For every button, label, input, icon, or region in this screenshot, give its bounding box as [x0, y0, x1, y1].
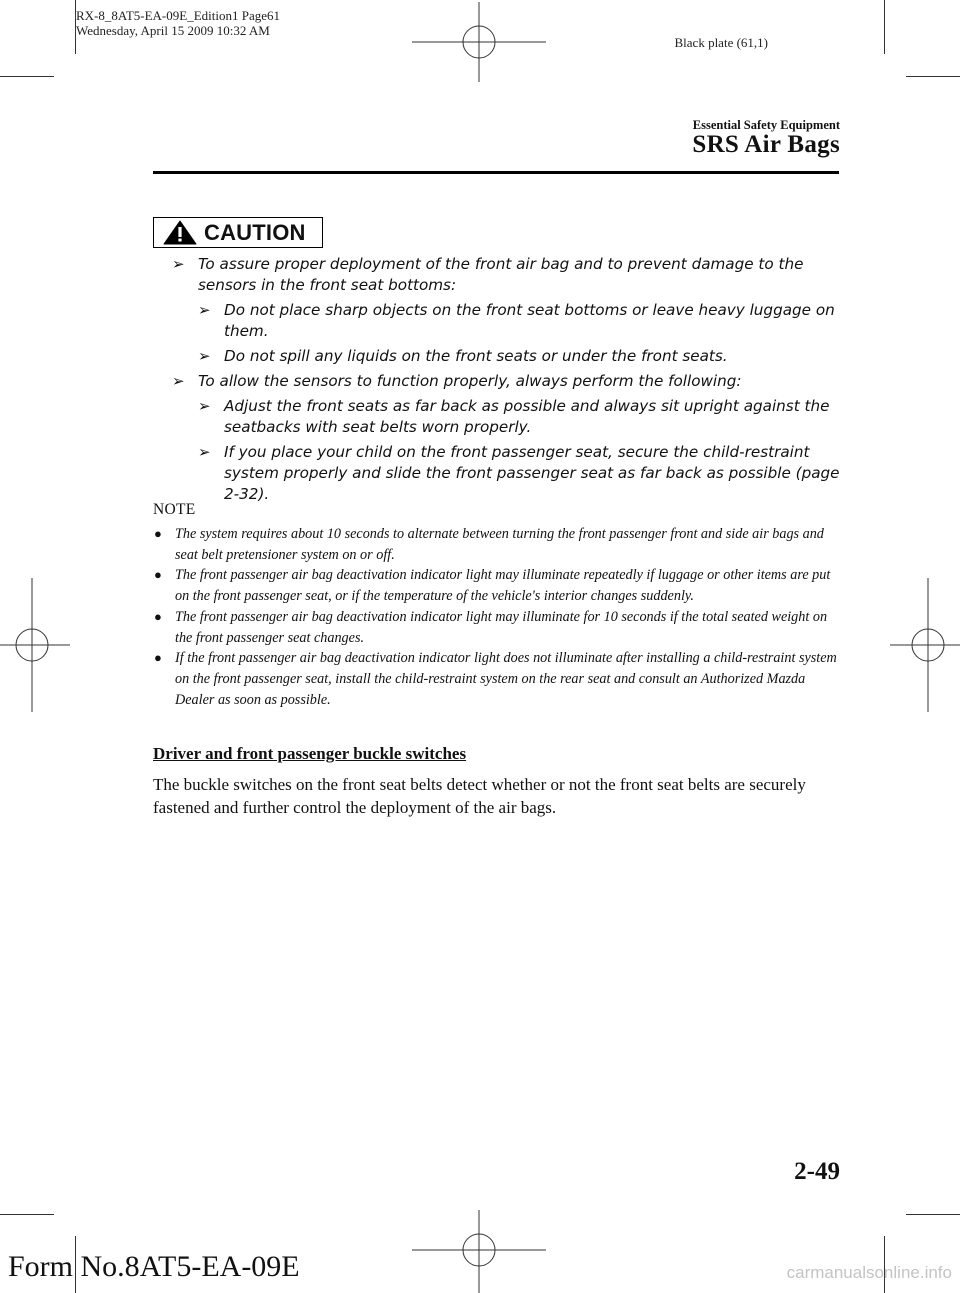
subsection-heading: Driver and front passenger buckle switches — [153, 744, 467, 763]
caution-subitem-text: Do not place sharp objects on the front seat bottoms or leave heavy luggage on them. — [224, 301, 835, 340]
note-item — [153, 565, 843, 606]
caution-subitem — [198, 300, 842, 342]
caution-list — [172, 254, 842, 505]
crop-mark — [906, 76, 960, 77]
plate-info — [76, 8, 280, 38]
note-list — [153, 524, 843, 710]
warning-icon — [163, 220, 197, 245]
crop-mark — [906, 1214, 960, 1215]
bullet-icon: ● — [154, 608, 162, 624]
caution-item-text: To allow the sensors to function properly, always perform the following: — [198, 372, 742, 390]
bullet-icon: ● — [154, 650, 162, 666]
watermark: carmanualsonline.info — [786, 1263, 952, 1282]
arrow-bullet-icon: ➢ — [172, 372, 185, 390]
caution-subitem — [198, 442, 842, 505]
note-item — [153, 524, 843, 565]
section-label: Essential Safety Equipment — [692, 118, 840, 132]
caution-subitem — [198, 346, 842, 367]
crop-mark — [0, 76, 54, 77]
caution-item — [172, 371, 842, 392]
note-item-text: If the front passenger air bag deactivation indicator light does not illuminate after installing a child-restraint system on the front passenger seat, install the child-restraint system on the rear seat and consult an Authorized Mazda Dealer as soon as possible. — [175, 650, 837, 708]
registration-mark-bottom — [412, 1210, 546, 1293]
page-number: 2-49 — [794, 1158, 840, 1185]
arrow-bullet-icon: ➢ — [198, 397, 211, 415]
caution-item-text: To assure proper deployment of the front air bag and to prevent damage to the sensors in the front seat bottoms: — [198, 255, 804, 294]
page-title: SRS Air Bags — [692, 131, 840, 158]
note-item — [153, 648, 843, 710]
caution-item — [172, 254, 842, 296]
note-item-text: The system requires about 10 seconds to alternate between turning the front passenger front and side air bags and seat belt pretensioner system on or off. — [175, 526, 824, 563]
bullet-icon: ● — [154, 526, 162, 541]
arrow-bullet-icon: ➢ — [198, 301, 211, 319]
caution-subitem — [198, 396, 842, 438]
caution-box — [153, 217, 323, 248]
arrow-bullet-icon: ➢ — [198, 443, 211, 461]
crop-mark — [0, 1214, 54, 1215]
arrow-bullet-icon: ➢ — [172, 255, 185, 273]
plate-file-line: RX-8_8AT5-EA-09E_Edition1 Page61 — [76, 8, 281, 23]
crop-mark — [884, 0, 885, 54]
registration-mark-top — [412, 0, 546, 82]
arrow-bullet-icon: ➢ — [198, 347, 211, 365]
registration-mark-right — [890, 578, 960, 712]
plate-date-line: Wednesday, April 15 2009 10:32 AM — [76, 23, 270, 38]
body-paragraph: The buckle switches on the front seat belts detect whether or not the front seat belts are securely fastened and further control the deployment of the air bags. — [153, 775, 806, 817]
caution-subitem-text: Adjust the front seats as far back as possible and always sit upright against the seatbacks with seat belts worn properly. — [224, 397, 830, 436]
header-rule — [153, 171, 839, 174]
form-number: Form No.8AT5-EA-09E — [8, 1250, 300, 1283]
note-item — [153, 607, 843, 648]
black-plate-label: Black plate (61,1) — [674, 35, 768, 50]
caution-label: CAUTION — [204, 220, 306, 245]
note-title: NOTE — [153, 501, 196, 518]
caution-subitem-text: Do not spill any liquids on the front seats or under the front seats. — [224, 347, 728, 365]
caution-subitem-text: If you place your child on the front passenger seat, secure the child-restraint system properly and slide the front passenger seat as far back as possible (page 2-32). — [224, 443, 840, 503]
note-item-text: The front passenger air bag deactivation indicator light may illuminate for 10 seconds if the total seated weight on the front passenger seat changes. — [175, 608, 828, 646]
note-item-text: The front passenger air bag deactivation indicator light may illuminate repeatedly if luggage or other items are put on the front passenger seat, or if the temperature of the vehicle's interior changes suddenly. — [175, 567, 831, 605]
registration-mark-left — [0, 578, 70, 712]
bullet-icon: ● — [154, 567, 162, 583]
